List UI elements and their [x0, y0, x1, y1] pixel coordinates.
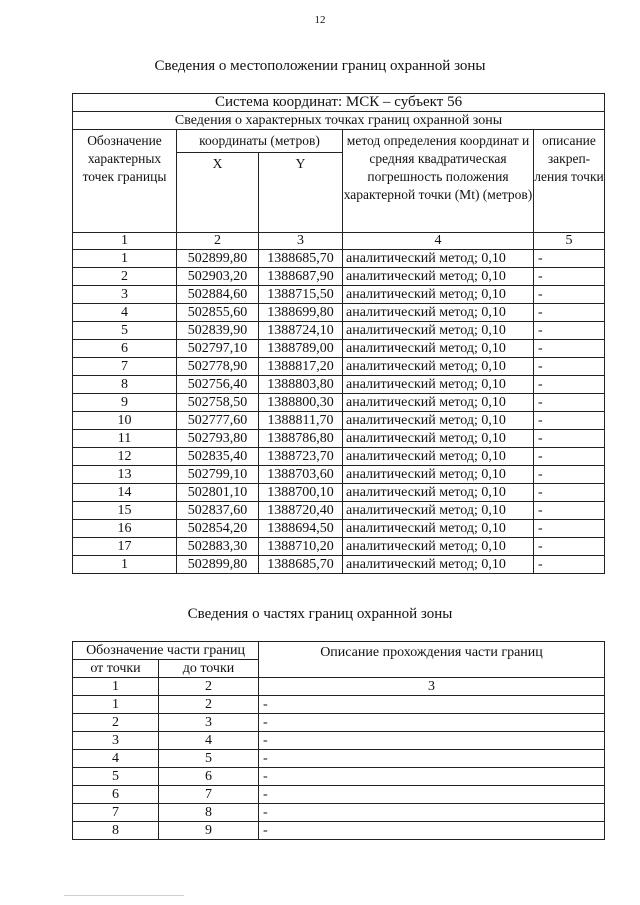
coord-y: 1388811,70	[259, 412, 343, 430]
description-cell: -	[534, 556, 605, 574]
column-number: 3	[259, 678, 605, 696]
coord-x: 502903,20	[177, 268, 259, 286]
header-part-designation: Обозначение части границ	[73, 642, 259, 660]
coord-x: 502837,60	[177, 502, 259, 520]
description-cell: -	[534, 250, 605, 268]
coord-x: 502899,80	[177, 250, 259, 268]
part-description: -	[259, 786, 605, 804]
description-cell: -	[534, 376, 605, 394]
column-number: 1	[73, 233, 177, 250]
method-cell: аналитический метод; 0,10	[343, 484, 534, 502]
description-cell: -	[534, 448, 605, 466]
from-point: 3	[73, 732, 159, 750]
table-row	[73, 448, 605, 466]
to-point: 7	[159, 786, 259, 804]
to-point: 4	[159, 732, 259, 750]
table-row	[73, 502, 605, 520]
point-number: 12	[73, 448, 177, 466]
description-cell: -	[534, 412, 605, 430]
point-number: 11	[73, 430, 177, 448]
description-cell: -	[534, 340, 605, 358]
points-subtitle: Сведения о характерных точках границ охранной зоны	[73, 112, 605, 130]
from-point: 6	[73, 786, 159, 804]
method-cell: аналитический метод; 0,10	[343, 502, 534, 520]
coord-y: 1388720,40	[259, 502, 343, 520]
table-row	[73, 804, 605, 822]
description-cell: -	[534, 286, 605, 304]
section-title-locations: Сведения о местоположении границ охранной зоны	[154, 58, 486, 74]
point-number: 9	[73, 394, 177, 412]
table-row	[73, 322, 605, 340]
table-row	[73, 714, 605, 732]
method-cell: аналитический метод; 0,10	[343, 556, 534, 574]
part-description: -	[259, 696, 605, 714]
header-coordinates: координаты (метров)	[177, 130, 343, 153]
coord-y: 1388685,70	[259, 250, 343, 268]
table-row	[73, 750, 605, 768]
table-row	[73, 376, 605, 394]
table-row	[73, 768, 605, 786]
description-cell: -	[534, 466, 605, 484]
point-number: 4	[73, 304, 177, 322]
coord-x: 502883,30	[177, 538, 259, 556]
table-row	[73, 304, 605, 322]
table-row	[73, 430, 605, 448]
to-point: 5	[159, 750, 259, 768]
part-description: -	[259, 732, 605, 750]
from-point: 2	[73, 714, 159, 732]
from-point: 5	[73, 768, 159, 786]
from-point: 4	[73, 750, 159, 768]
coord-y: 1388694,50	[259, 520, 343, 538]
method-cell: аналитический метод; 0,10	[343, 448, 534, 466]
method-cell: аналитический метод; 0,10	[343, 322, 534, 340]
description-cell: -	[534, 268, 605, 286]
coord-y: 1388803,80	[259, 376, 343, 394]
method-cell: аналитический метод; 0,10	[343, 430, 534, 448]
coord-y: 1388724,10	[259, 322, 343, 340]
method-cell: аналитический метод; 0,10	[343, 466, 534, 484]
description-cell: -	[534, 322, 605, 340]
coord-y: 1388789,00	[259, 340, 343, 358]
page-number: 12	[314, 14, 326, 26]
description-cell: -	[534, 520, 605, 538]
coord-y: 1388685,70	[259, 556, 343, 574]
method-cell: аналитический метод; 0,10	[343, 538, 534, 556]
coord-x: 502839,90	[177, 322, 259, 340]
point-number: 6	[73, 340, 177, 358]
point-number: 17	[73, 538, 177, 556]
table-row	[73, 538, 605, 556]
description-cell: -	[534, 430, 605, 448]
method-cell: аналитический метод; 0,10	[343, 286, 534, 304]
part-description: -	[259, 768, 605, 786]
coord-y: 1388800,30	[259, 394, 343, 412]
header-part-description: Описание прохождения части границ	[259, 642, 605, 678]
point-number: 1	[73, 250, 177, 268]
part-description: -	[259, 714, 605, 732]
point-number: 13	[73, 466, 177, 484]
header-x: X	[177, 153, 259, 233]
part-description: -	[259, 750, 605, 768]
table-row	[73, 250, 605, 268]
footer-rule	[64, 895, 184, 896]
table-row	[73, 556, 605, 574]
table-row	[73, 412, 605, 430]
table-row	[73, 732, 605, 750]
coord-y: 1388715,50	[259, 286, 343, 304]
to-point: 8	[159, 804, 259, 822]
coord-x: 502756,40	[177, 376, 259, 394]
method-cell: аналитический метод; 0,10	[343, 412, 534, 430]
header-y: Y	[259, 153, 343, 233]
method-cell: аналитический метод; 0,10	[343, 340, 534, 358]
column-number: 5	[534, 233, 605, 250]
from-point: 7	[73, 804, 159, 822]
description-cell: -	[534, 484, 605, 502]
description-cell: -	[534, 502, 605, 520]
table-row	[73, 484, 605, 502]
header-method: метод определения координат и средняя квадратическая погрешность положения характерной точки (Mt) (метров)	[343, 130, 534, 233]
column-number: 1	[73, 678, 159, 696]
table-row	[73, 520, 605, 538]
to-point: 6	[159, 768, 259, 786]
column-number: 2	[177, 233, 259, 250]
description-cell: -	[534, 304, 605, 322]
coord-y: 1388723,70	[259, 448, 343, 466]
point-number: 16	[73, 520, 177, 538]
coord-x: 502797,10	[177, 340, 259, 358]
boundary-parts-table	[72, 641, 605, 840]
coord-x: 502777,60	[177, 412, 259, 430]
column-number: 3	[259, 233, 343, 250]
point-number: 2	[73, 268, 177, 286]
to-point: 3	[159, 714, 259, 732]
table-row	[73, 286, 605, 304]
table-row	[73, 786, 605, 804]
table-row	[73, 268, 605, 286]
part-description: -	[259, 822, 605, 840]
table-row	[73, 394, 605, 412]
header-point-description: описание закреп-ления точки	[534, 130, 605, 233]
table-row	[73, 822, 605, 840]
point-number: 8	[73, 376, 177, 394]
method-cell: аналитический метод; 0,10	[343, 250, 534, 268]
description-cell: -	[534, 538, 605, 556]
point-number: 5	[73, 322, 177, 340]
to-point: 9	[159, 822, 259, 840]
coord-x: 502793,80	[177, 430, 259, 448]
coord-x: 502899,80	[177, 556, 259, 574]
coord-y: 1388786,80	[259, 430, 343, 448]
coord-y: 1388710,20	[259, 538, 343, 556]
method-cell: аналитический метод; 0,10	[343, 358, 534, 376]
from-point: 1	[73, 696, 159, 714]
to-point: 2	[159, 696, 259, 714]
column-number: 2	[159, 678, 259, 696]
method-cell: аналитический метод; 0,10	[343, 268, 534, 286]
column-number: 4	[343, 233, 534, 250]
coord-x: 502801,10	[177, 484, 259, 502]
description-cell: -	[534, 358, 605, 376]
table-row	[73, 696, 605, 714]
point-number: 14	[73, 484, 177, 502]
coord-y: 1388700,10	[259, 484, 343, 502]
description-cell: -	[534, 394, 605, 412]
coord-system-heading: Система координат: МСК – субъект 56	[73, 94, 605, 112]
from-point: 8	[73, 822, 159, 840]
table-row	[73, 340, 605, 358]
point-number: 7	[73, 358, 177, 376]
section-title-parts: Сведения о частях границ охранной зоны	[187, 606, 453, 622]
coord-x: 502799,10	[177, 466, 259, 484]
point-number: 3	[73, 286, 177, 304]
coord-y: 1388817,20	[259, 358, 343, 376]
table-row	[73, 466, 605, 484]
part-description: -	[259, 804, 605, 822]
coord-x: 502884,60	[177, 286, 259, 304]
method-cell: аналитический метод; 0,10	[343, 520, 534, 538]
method-cell: аналитический метод; 0,10	[343, 304, 534, 322]
method-cell: аналитический метод; 0,10	[343, 394, 534, 412]
coord-y: 1388687,90	[259, 268, 343, 286]
point-number: 15	[73, 502, 177, 520]
method-cell: аналитический метод; 0,10	[343, 376, 534, 394]
point-number: 1	[73, 556, 177, 574]
coord-y: 1388699,80	[259, 304, 343, 322]
coord-x: 502835,40	[177, 448, 259, 466]
header-point-designation: Обозначение характерных точек границы	[73, 130, 177, 233]
table-row	[73, 358, 605, 376]
coord-x: 502758,50	[177, 394, 259, 412]
header-to-point: до точки	[159, 660, 259, 678]
coord-x: 502778,90	[177, 358, 259, 376]
header-from-point: от точки	[73, 660, 159, 678]
coord-y: 1388703,60	[259, 466, 343, 484]
coord-x: 502854,20	[177, 520, 259, 538]
point-number: 10	[73, 412, 177, 430]
boundary-points-table	[72, 93, 605, 574]
coord-x: 502855,60	[177, 304, 259, 322]
